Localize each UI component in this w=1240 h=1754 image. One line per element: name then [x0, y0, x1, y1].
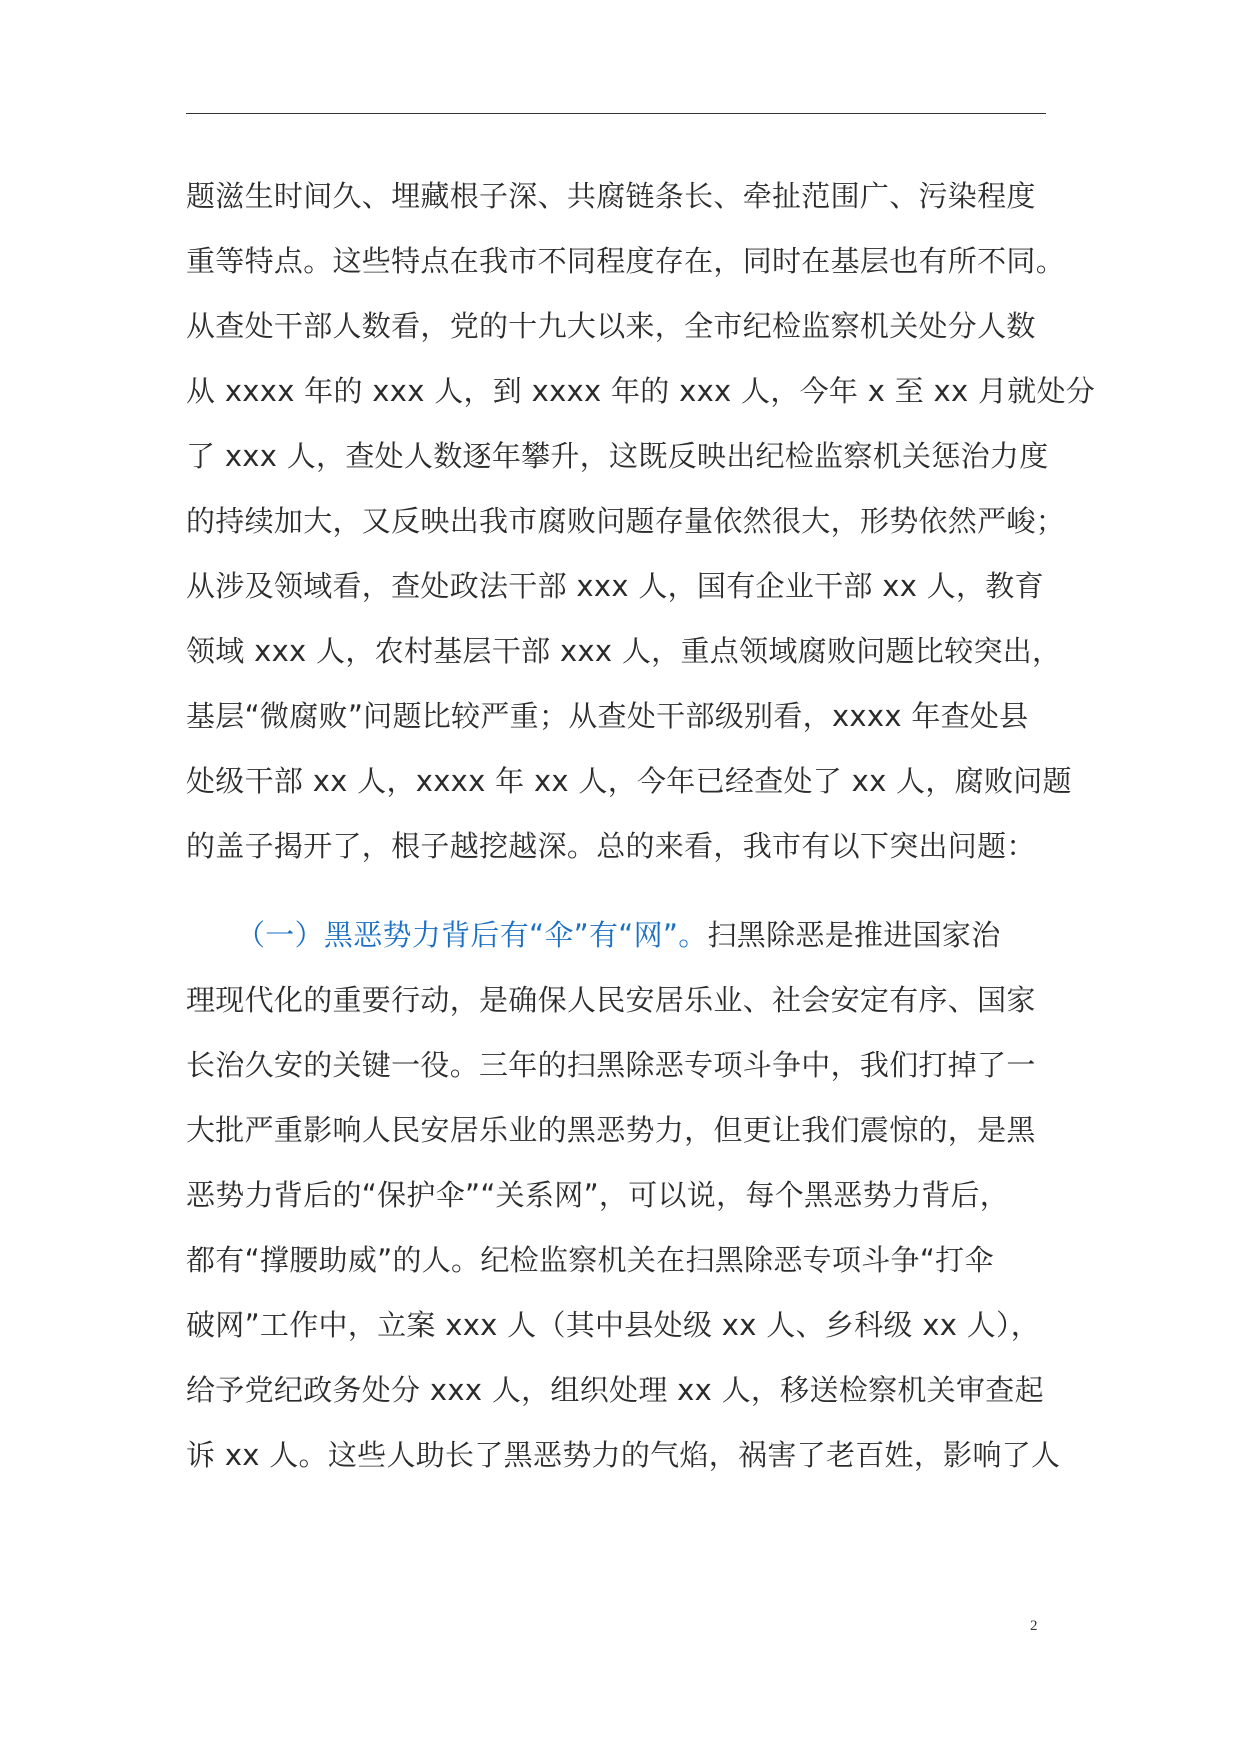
text-line: 领域 xxx 人，农村基层干部 xxx 人，重点领域腐败问题比较突出，: [186, 634, 1062, 668]
text-line: 长治久安的关键一役。三年的扫黑除恶专项斗争中，我们打掉了一: [186, 1048, 1036, 1082]
text-line: 从涉及领域看，查处政法干部 xxx 人，国有企业干部 xx 人，教育: [186, 569, 1044, 603]
paragraph-1: [186, 164, 1096, 879]
text-line: 重等特点。这些特点在我市不同程度存在，同时在基层也有所不同。: [186, 244, 1066, 278]
paragraph-spacer: [186, 879, 1066, 903]
text-line: 大批严重影响人民安居乐业的黑恶势力，但更让我们震惊的，是黑: [186, 1113, 1036, 1147]
heading-line-rest: 扫黑除恶是推进国家治: [707, 918, 1001, 952]
text-line: 恶势力背后的“保护伞”“关系网”，可以说，每个黑恶势力背后，: [186, 1178, 1010, 1212]
text-line: 从查处干部人数看，党的十九大以来，全市纪检监察机关处分人数: [186, 309, 1036, 343]
text-line: 理现代化的重要行动，是确保人民安居乐业、社会安定有序、国家: [186, 983, 1036, 1017]
text-line: 从 xxxx 年的 xxx 人，到 xxxx 年的 xxx 人，今年 x 至 xx 月就处分: [186, 374, 1096, 408]
text-line: 基层“微腐败”问题比较严重；从查处干部级别看，xxxx 年查处县: [186, 699, 1029, 733]
section-heading: （一）黑恶势力背后有“伞”有“网”。: [236, 918, 708, 952]
text-line: 的持续加大，又反映出我市腐败问题存量依然很大，形势依然严峻；: [186, 504, 1066, 538]
text-line: 都有“撑腰助威”的人。纪检监察机关在扫黑除恶专项斗争“打伞: [186, 1243, 994, 1277]
page-number: 2: [1030, 1618, 1038, 1634]
text-line: 题滋生时间久、埋藏根子深、共腐链条长、牵扯范围广、污染程度: [186, 179, 1036, 213]
text-line: 了 xxx 人，查处人数逐年攀升，这既反映出纪检监察机关惩治力度: [186, 439, 1049, 473]
text-line: 给予党纪政务处分 xxx 人，组织处理 xx 人，移送检察机关审查起: [186, 1373, 1044, 1407]
text-line: 处级干部 xx 人，xxxx 年 xx 人，今年已经查处了 xx 人，腐败问题: [186, 764, 1072, 798]
paragraph-2: [186, 903, 1066, 1488]
text-line: 的盖子揭开了，根子越挖越深。总的来看，我市有以下突出问题：: [186, 829, 1036, 863]
text-line: 破网”工作中，立案 xxx 人（其中县处级 xx 人、乡科级 xx 人），: [186, 1308, 1041, 1342]
document-body: [186, 164, 1096, 1488]
header-rule: [186, 113, 1046, 114]
text-line: 诉 xx 人。这些人助长了黑恶势力的气焰，祸害了老百姓，影响了人: [186, 1438, 1061, 1472]
text-line: [186, 903, 1066, 968]
